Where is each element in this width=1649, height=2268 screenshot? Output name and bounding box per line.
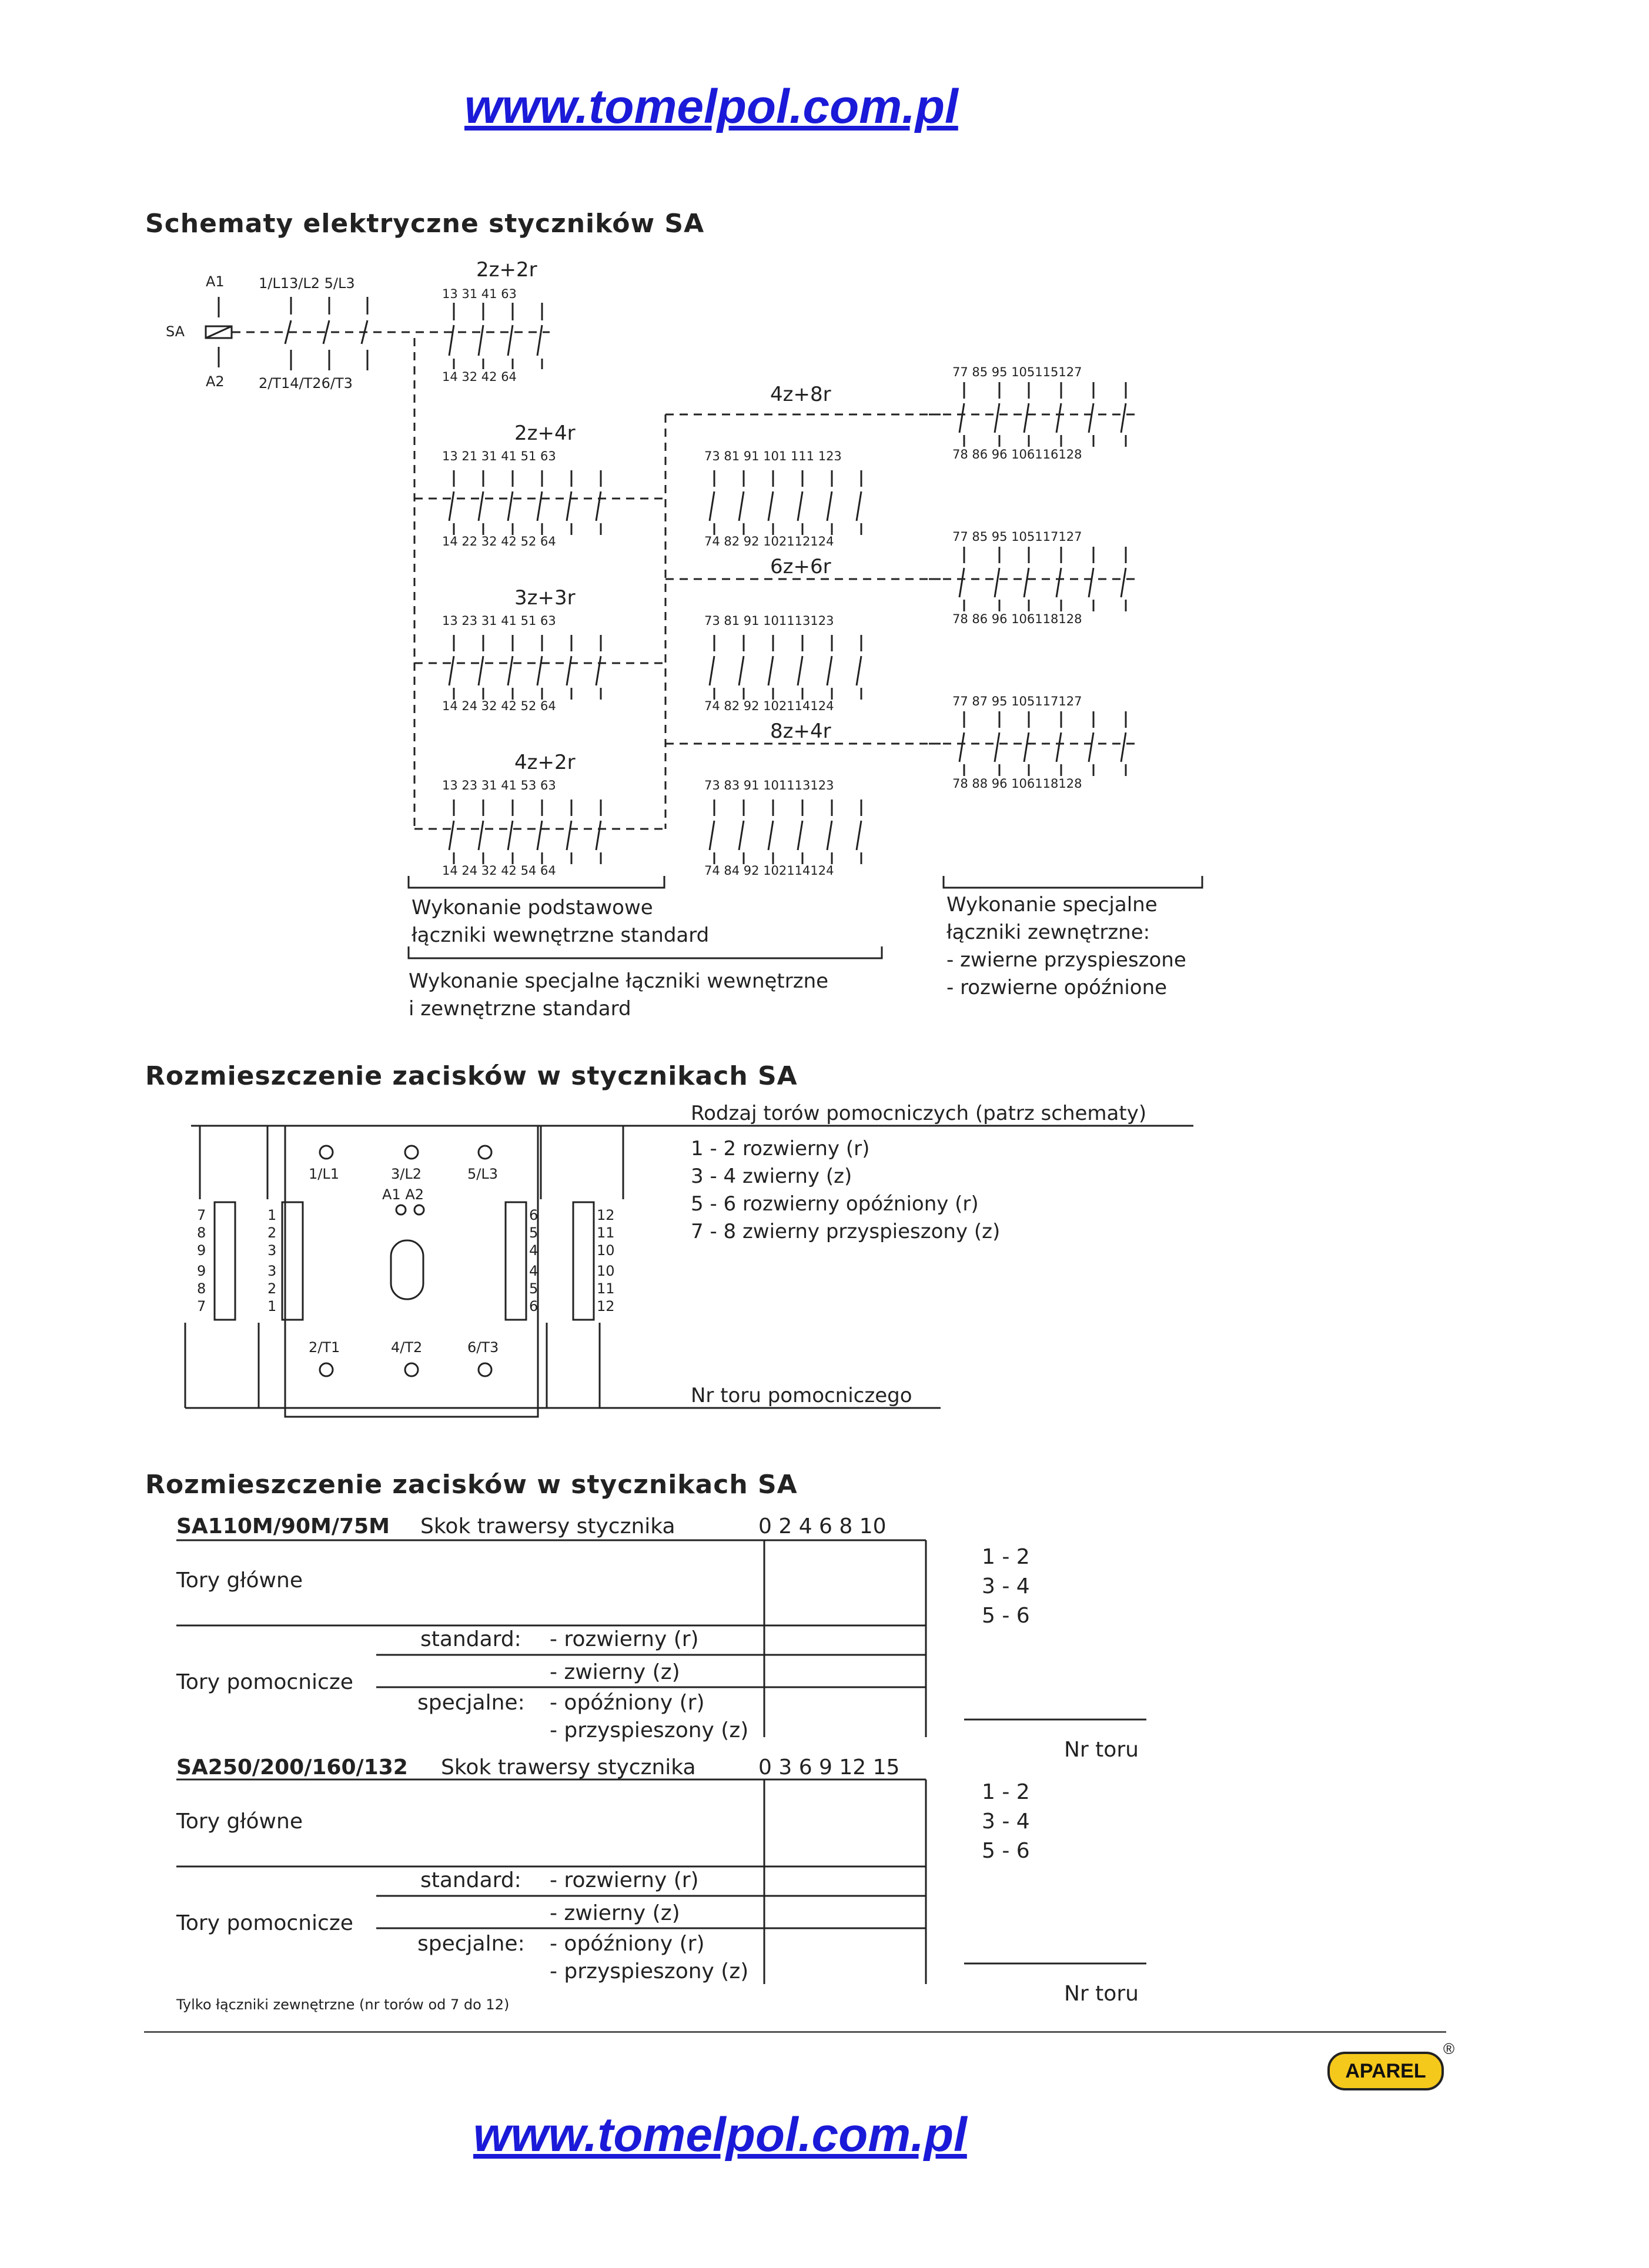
- table2-z: - zwierny (z): [550, 1901, 680, 1925]
- terminal-4t2: 4/T2: [391, 1339, 423, 1356]
- right-outer-11b: 11: [597, 1280, 615, 1297]
- terminal-2t1: 2/T1: [309, 1339, 340, 1356]
- caption-special-2: i zewnętrzne standard: [409, 997, 631, 1021]
- right-inner-5b: 5: [529, 1280, 538, 1297]
- footer-divider: [144, 2031, 1446, 2033]
- caption-ext-1: Wykonanie specjalne: [946, 893, 1158, 916]
- terminal-layout-diagram: [0, 1093, 1649, 1423]
- group-4z8r-bottom: 78 86 96 106116128: [952, 447, 1082, 461]
- left-outer-7b: 7: [197, 1298, 206, 1314]
- registered-mark: ®: [1443, 2040, 1455, 2058]
- middle-1-top: 73 81 91 101 111 123: [704, 449, 842, 463]
- aparel-logo: APAREL: [1327, 2052, 1444, 2090]
- table1-pair-5-6: 5 - 6: [982, 1604, 1030, 1628]
- table1-stroke-label: Skok trawersy stycznika: [420, 1514, 675, 1538]
- left-inner-1: 1: [267, 1207, 277, 1223]
- group-2z2r-bottom: 14 32 42 64: [442, 370, 517, 384]
- legend-1-2: 1 - 2 rozwierny (r): [691, 1137, 870, 1160]
- terminal-5l3: 5/L3: [467, 1166, 498, 1182]
- table2-pair-5-6: 5 - 6: [982, 1839, 1030, 1863]
- group-4z8r-top: 77 85 95 105115127: [952, 365, 1082, 379]
- group-6z6r-bottom: 78 86 96 106118128: [952, 612, 1082, 626]
- table2-special: specjalne:: [417, 1932, 525, 1956]
- table1-scale: 0 2 4 6 8 10: [758, 1514, 887, 1538]
- table1-main-label: Tory główne: [176, 1568, 303, 1593]
- group-2z4r-bottom: 14 22 32 42 52 64: [442, 534, 556, 548]
- legend-7-8: 7 - 8 zwierny przyspieszony (z): [691, 1220, 1001, 1243]
- section-title-schematy: Schematy elektryczne styczników SA: [145, 209, 705, 239]
- header-url-link[interactable]: www.tomelpol.com.pl: [464, 80, 958, 133]
- group-4z8r-label: 4z+8r: [770, 383, 831, 406]
- table1-o: - opóźniony (r): [550, 1691, 705, 1715]
- left-outer-8b: 8: [197, 1280, 206, 1297]
- table1-z: - zwierny (z): [550, 1660, 680, 1684]
- group-2z2r-label: 2z+2r: [476, 258, 537, 282]
- wiring-diagram: [0, 0, 1649, 1035]
- coil-a1a2: A1 A2: [382, 1186, 424, 1203]
- footnote-text: Tylko łączniki zewnętrzne (nr torów od 7 do 12): [176, 1996, 510, 2013]
- group-3z3r-label: 3z+3r: [514, 586, 576, 610]
- aux-number-label: Nr toru pomocniczego: [691, 1384, 912, 1407]
- table1-model: SA110M/90M/75M: [176, 1514, 390, 1538]
- contact-timing-tables: [0, 1505, 1649, 2022]
- right-outer-12: 12: [597, 1207, 615, 1223]
- group-6z6r-top: 77 85 95 105117127: [952, 530, 1082, 544]
- terminal-3l2: 3/L2: [391, 1166, 422, 1182]
- main-top-label: 1/L13/L2 5/L3: [259, 275, 355, 292]
- right-inner-4b: 4: [529, 1263, 538, 1279]
- group-4z2r-bottom: 14 24 32 42 54 64: [442, 864, 556, 878]
- table1-p: - przyspieszony (z): [550, 1718, 749, 1742]
- table1-aux-label: Tory pomocnicze: [176, 1670, 353, 1694]
- caption-basic-2: łączniki wewnętrzne standard: [412, 924, 710, 947]
- left-inner-3b: 3: [267, 1263, 277, 1279]
- caption-ext-3: - zwierne przyspieszone: [946, 948, 1186, 972]
- table1-standard: standard:: [420, 1627, 521, 1651]
- caption-ext-2: łączniki zewnętrzne:: [946, 921, 1150, 944]
- coil-sa-label: SA: [166, 323, 185, 340]
- left-inner-1b: 1: [267, 1298, 277, 1314]
- table2-model: SA250/200/160/132: [176, 1755, 408, 1779]
- middle-3-bottom: 74 84 92 102114124: [704, 864, 834, 878]
- middle-1-bottom: 74 82 92 102112124: [704, 534, 834, 548]
- table2-aux-label: Tory pomocnicze: [176, 1911, 353, 1935]
- group-4z2r-top: 13 23 31 41 53 63: [442, 778, 556, 792]
- caption-special-1: Wykonanie specjalne łączniki wewnętrzne: [409, 969, 829, 993]
- table2-stroke-label: Skok trawersy stycznika: [441, 1755, 696, 1779]
- middle-2-bottom: 74 82 92 102114124: [704, 699, 834, 713]
- left-outer-7: 7: [197, 1207, 206, 1223]
- table2-main-label: Tory główne: [176, 1809, 303, 1834]
- right-outer-10: 10: [597, 1242, 615, 1259]
- caption-basic-1: Wykonanie podstawowe: [412, 896, 653, 919]
- group-3z3r-top: 13 23 31 41 51 63: [442, 614, 556, 628]
- group-3z3r-bottom: 14 24 32 42 52 64: [442, 699, 556, 713]
- left-outer-8: 8: [197, 1225, 206, 1241]
- middle-2-top: 73 81 91 101113123: [704, 614, 834, 628]
- group-8z4r-top: 77 87 95 105117127: [952, 694, 1082, 708]
- table2-standard: standard:: [420, 1868, 521, 1892]
- table1-pair-3-4: 3 - 4: [982, 1574, 1030, 1598]
- table2-nr-toru: Nr toru: [1064, 1982, 1139, 2006]
- main-bottom-label: 2/T14/T26/T3: [259, 375, 353, 392]
- coil-a1-label: A1: [206, 273, 225, 290]
- group-2z2r-top: 13 31 41 63: [442, 287, 517, 301]
- footer-url-link[interactable]: www.tomelpol.com.pl: [473, 2108, 967, 2162]
- right-inner-4: 4: [529, 1242, 538, 1259]
- right-inner-6b: 6: [529, 1298, 538, 1314]
- table1-nr-toru: Nr toru: [1064, 1738, 1139, 1762]
- left-inner-2: 2: [267, 1225, 277, 1241]
- left-inner-3: 3: [267, 1242, 277, 1259]
- group-2z4r-top: 13 21 31 41 51 63: [442, 449, 556, 463]
- middle-3-top: 73 83 91 101113123: [704, 778, 834, 792]
- table2-pair-1-2: 1 - 2: [982, 1780, 1030, 1804]
- left-outer-9b: 9: [197, 1263, 206, 1279]
- group-8z4r-label: 8z+4r: [770, 720, 831, 743]
- terminal-6t3: 6/T3: [467, 1339, 499, 1356]
- section-title-terminals: Rozmieszczenie zacisków w stycznikach SA: [145, 1061, 798, 1091]
- legend-3-4: 3 - 4 zwierny (z): [691, 1165, 852, 1188]
- left-inner-2b: 2: [267, 1280, 277, 1297]
- group-8z4r-bottom: 78 88 96 106118128: [952, 777, 1082, 791]
- coil-a2-label: A2: [206, 373, 225, 390]
- right-inner-6: 6: [529, 1207, 538, 1223]
- table2-o: - opóźniony (r): [550, 1932, 705, 1956]
- table2-p: - przyspieszony (z): [550, 1959, 749, 1983]
- right-outer-12b: 12: [597, 1298, 615, 1314]
- table2-scale: 0 3 6 9 12 15: [758, 1755, 900, 1779]
- group-6z6r-label: 6z+6r: [770, 555, 831, 578]
- table2-r: - rozwierny (r): [550, 1868, 699, 1892]
- table1-r: - rozwierny (r): [550, 1627, 699, 1651]
- group-4z2r-label: 4z+2r: [514, 751, 576, 774]
- table2-pair-3-4: 3 - 4: [982, 1809, 1030, 1834]
- section-title-timing: Rozmieszczenie zacisków w stycznikach SA: [145, 1470, 798, 1500]
- terminal-1l1: 1/L1: [309, 1166, 339, 1182]
- right-outer-10b: 10: [597, 1263, 615, 1279]
- aux-type-header: Rodzaj torów pomocniczych (patrz schematy): [691, 1102, 1147, 1125]
- caption-ext-4: - rozwierne opóźnione: [946, 976, 1168, 999]
- group-2z4r-label: 2z+4r: [514, 422, 576, 445]
- table1-pair-1-2: 1 - 2: [982, 1545, 1030, 1569]
- table1-special: specjalne:: [417, 1691, 525, 1715]
- legend-5-6: 5 - 6 rozwierny opóźniony (r): [691, 1192, 979, 1216]
- left-outer-9: 9: [197, 1242, 206, 1259]
- right-outer-11: 11: [597, 1225, 615, 1241]
- right-inner-5: 5: [529, 1225, 538, 1241]
